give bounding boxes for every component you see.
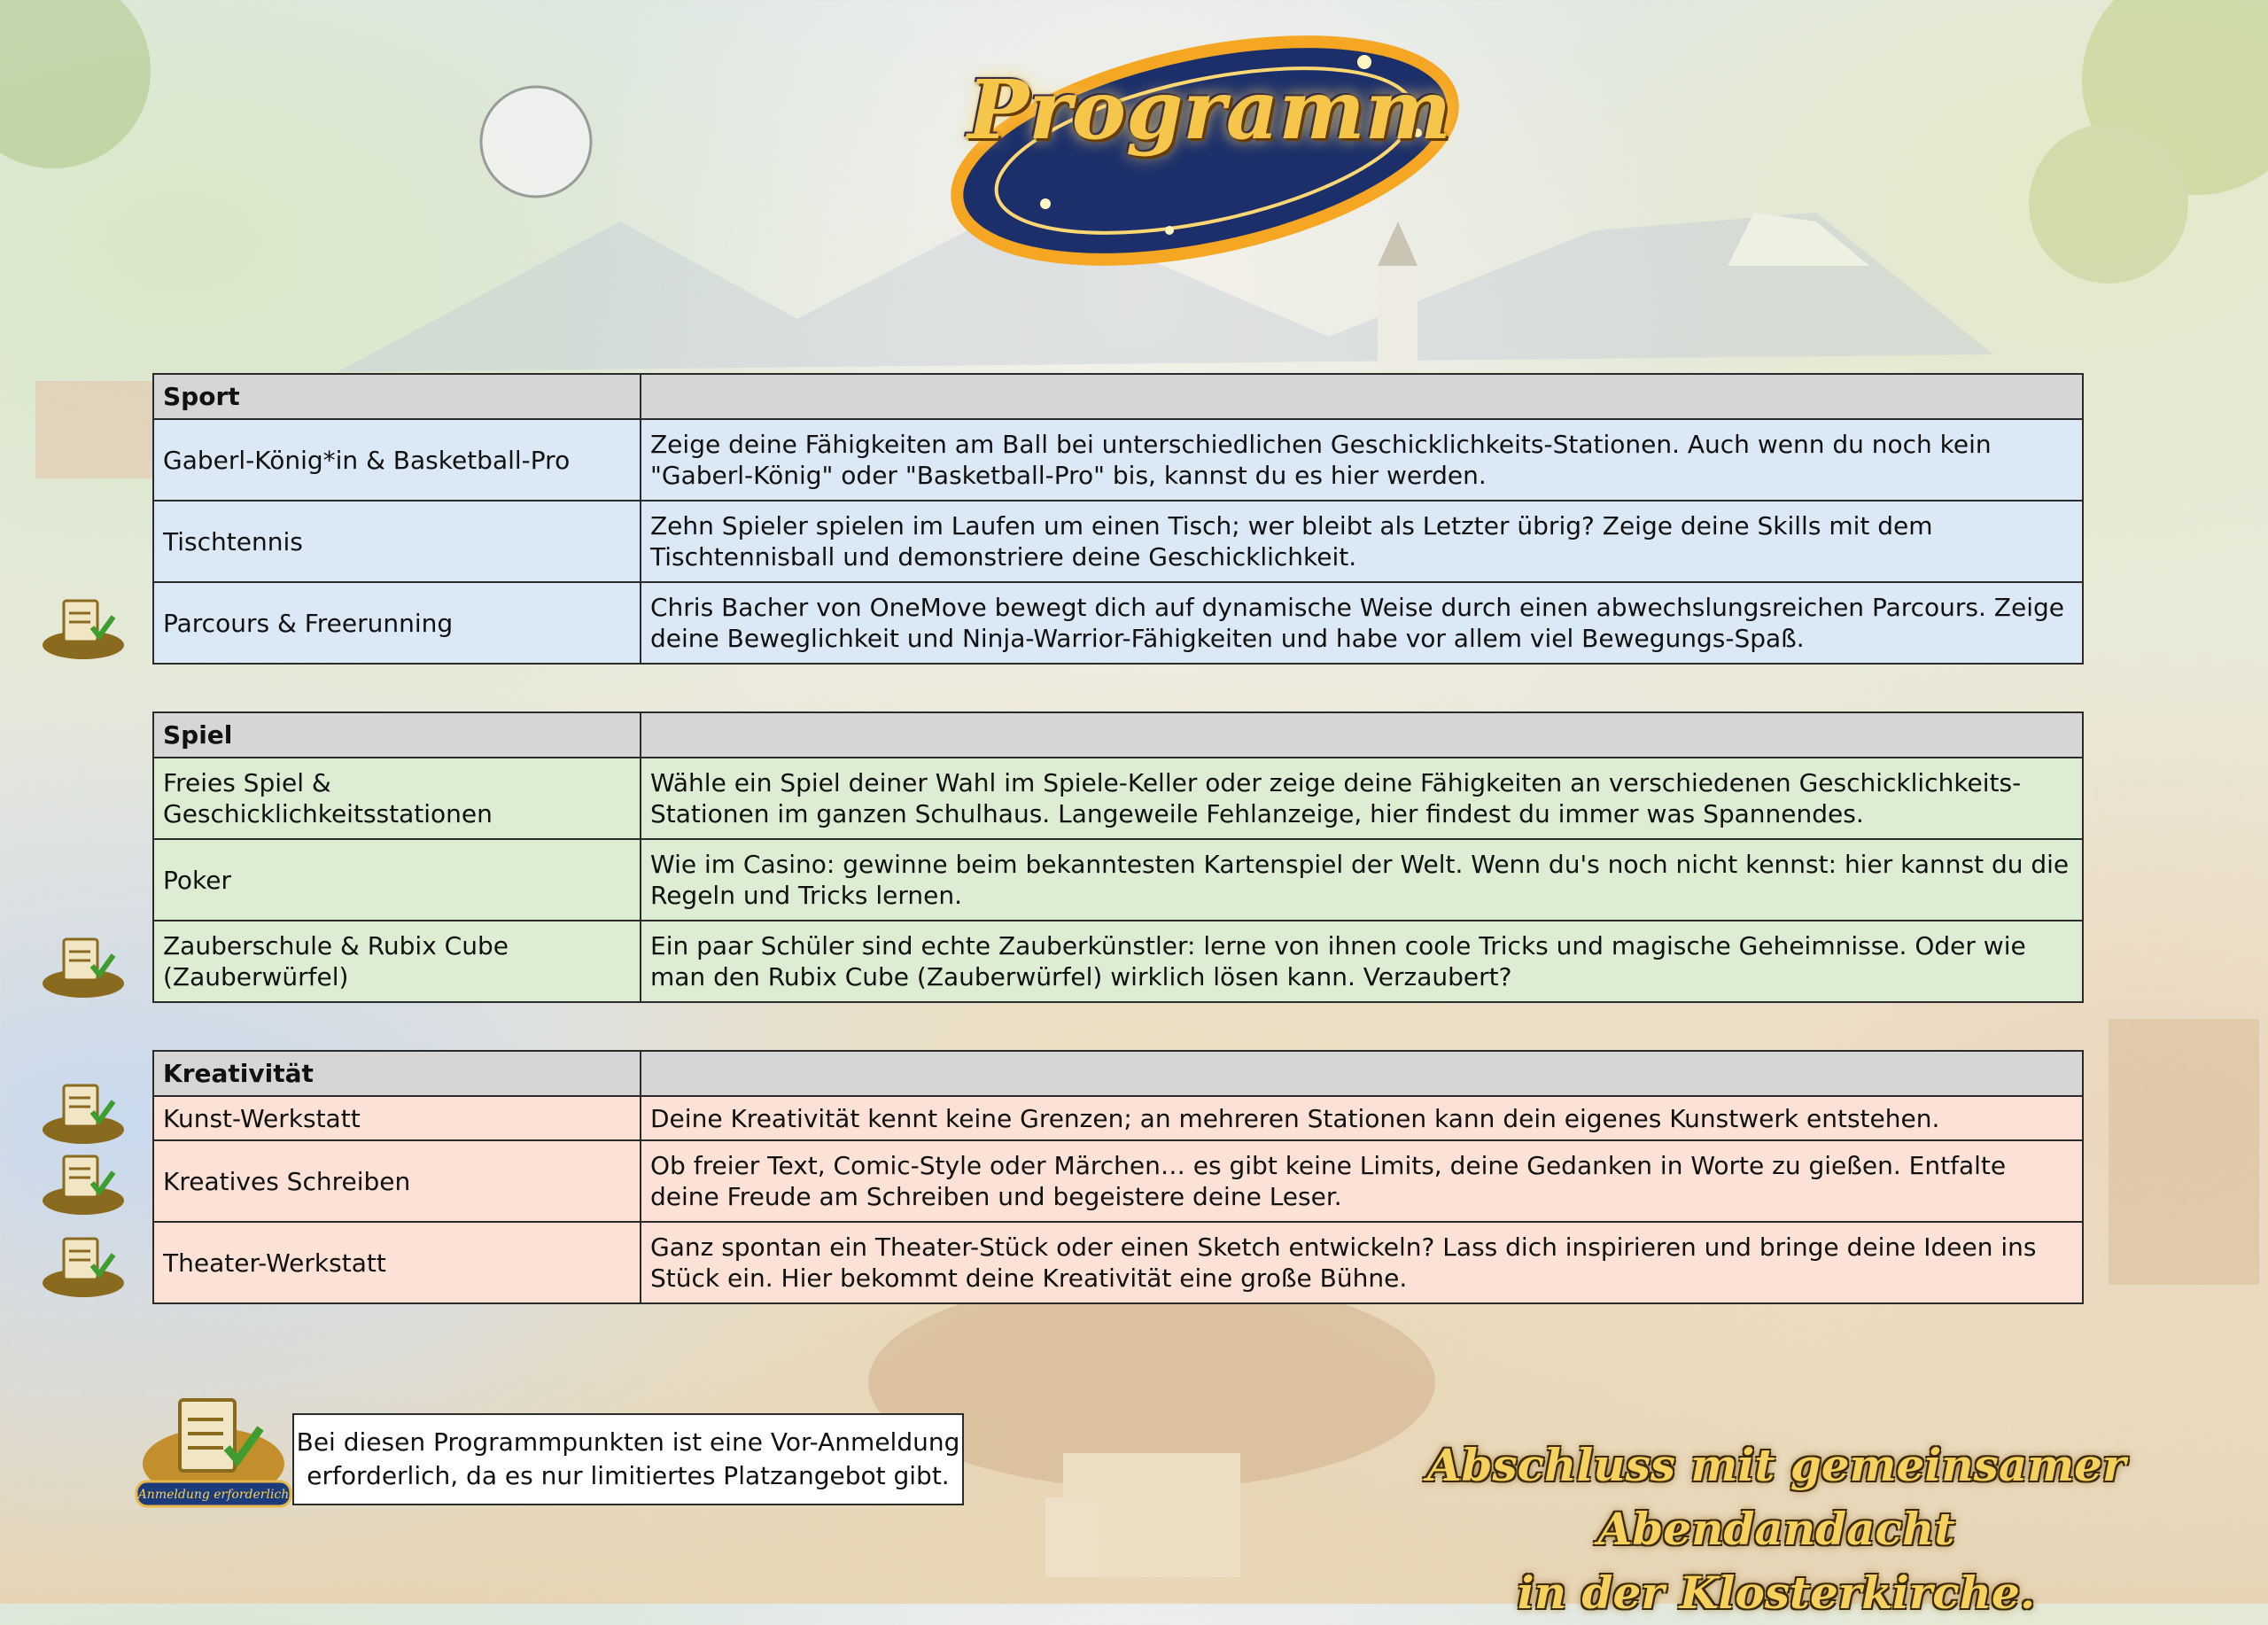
- section-header: [153, 1051, 2083, 1096]
- legend-text-line1: Bei diesen Programmpunkten ist eine Vor-Anmeldung: [296, 1427, 960, 1457]
- program-description: Zeige deine Fähigkeiten am Ball bei unterschiedlichen Geschicklichkeits-Stationen. Auch wenn du noch kein "Gaberl-König" oder "Basketball-Pro" bis, kannst du es hier werden.: [641, 419, 2083, 501]
- title-badge: [939, 27, 1480, 275]
- registration-required-icon: [39, 1147, 128, 1218]
- legend-box: [292, 1413, 964, 1505]
- program-description: Deine Kreativität kennt keine Grenzen; an mehreren Stationen kann dein eigenes Kunstwerk entstehen.: [641, 1096, 2083, 1140]
- closing-line2: in der Klosterkirche.: [1517, 1567, 2036, 1619]
- program-name: Kreatives Schreiben: [153, 1140, 641, 1222]
- closing-line1: Abschluss mit gemeinsamer Abendandacht: [1426, 1439, 2126, 1555]
- sport-table: [152, 373, 2084, 665]
- program-description: Wie im Casino: gewinne beim bekanntesten Kartenspiel der Welt. Wenn du's noch nicht kennst: hier kannst du die Regeln und Tricks lernen.: [641, 839, 2083, 921]
- program-name: Freies Spiel & Geschicklichkeitsstationen: [153, 758, 641, 839]
- program-description: Ob freier Text, Comic-Style oder Märchen… es gibt keine Limits, deine Gedanken in Worte zu gießen. Entfalte deine Freude am Schreiben und begeistere deine Leser.: [641, 1140, 2083, 1222]
- program-name: Kunst-Werkstatt: [153, 1096, 641, 1140]
- table-row: [153, 419, 2083, 501]
- table-row: [153, 1140, 2083, 1222]
- registration-required-icon: [39, 1077, 128, 1147]
- section-header: [153, 374, 2083, 419]
- program-name: Poker: [153, 839, 641, 921]
- program-name: Parcours & Freerunning: [153, 582, 641, 664]
- program-description: Chris Bacher von OneMove bewegt dich auf dynamische Weise durch einen abwechslungsreichen Parcours. Zeige deine Beweglichkeit und Ninja-Warrior-Fähigkeiten und habe vor allem viel Bewegungs-Spaß.: [641, 582, 2083, 664]
- program-name: Tischtennis: [153, 501, 641, 582]
- section-title: Kreativität: [153, 1051, 641, 1096]
- section-title: Spiel: [153, 712, 641, 758]
- program-description: Zehn Spieler spielen im Laufen um einen Tisch; wer bleibt als Letzter übrig? Zeige deine Skills mit dem Tischtennisball und demonstriere deine Geschicklichkeit.: [641, 501, 2083, 582]
- soccer-ball-icon: [481, 87, 591, 197]
- table-row: [153, 921, 2083, 1002]
- legend-text-line2: erforderlich, da es nur limitiertes Platzangebot gibt.: [307, 1461, 950, 1490]
- legend-badge-label: Anmeldung erforderlich: [137, 1488, 290, 1502]
- table-row: [153, 582, 2083, 664]
- legend-badge: [131, 1393, 296, 1512]
- section-title: Sport: [153, 374, 641, 419]
- spiel-table: [152, 711, 2084, 1003]
- page-title: Programm: [967, 62, 1452, 158]
- registration-required-icon: [39, 930, 128, 1001]
- table-row: [153, 839, 2083, 921]
- closing-note: [1302, 1434, 2250, 1625]
- program-name: Zauberschule & Rubix Cube (Zauberwürfel): [153, 921, 641, 1002]
- program-name: Gaberl-König*in & Basketball-Pro: [153, 419, 641, 501]
- program-description: Ganz spontan ein Theater-Stück oder einen Sketch entwickeln? Lass dich inspirieren und bringe deine Ideen ins Stück ein. Hier bekommt deine Kreativität eine große Bühne.: [641, 1222, 2083, 1303]
- table-row: [153, 1096, 2083, 1140]
- program-description: Ein paar Schüler sind echte Zauberkünstler: lerne von ihnen coole Tricks und magische Geheimnisse. Oder wie man den Rubix Cube (Zauberwürfel) wirklich lösen kann. Verzaubert?: [641, 921, 2083, 1002]
- program-description: Wähle ein Spiel deiner Wahl im Spiele-Keller oder zeige deine Fähigkeiten an verschiedenen Geschicklichkeits-Stationen im ganzen Schulhaus. Langeweile Fehlanzeige, hier findest du immer was Spannendes.: [641, 758, 2083, 839]
- kreativitaet-table: [152, 1050, 2084, 1304]
- section-header: [153, 712, 2083, 758]
- table-row: [153, 1222, 2083, 1303]
- table-row: [153, 758, 2083, 839]
- table-row: [153, 501, 2083, 582]
- program-name: Theater-Werkstatt: [153, 1222, 641, 1303]
- registration-required-icon: [39, 1230, 128, 1301]
- registration-required-icon: [39, 592, 128, 663]
